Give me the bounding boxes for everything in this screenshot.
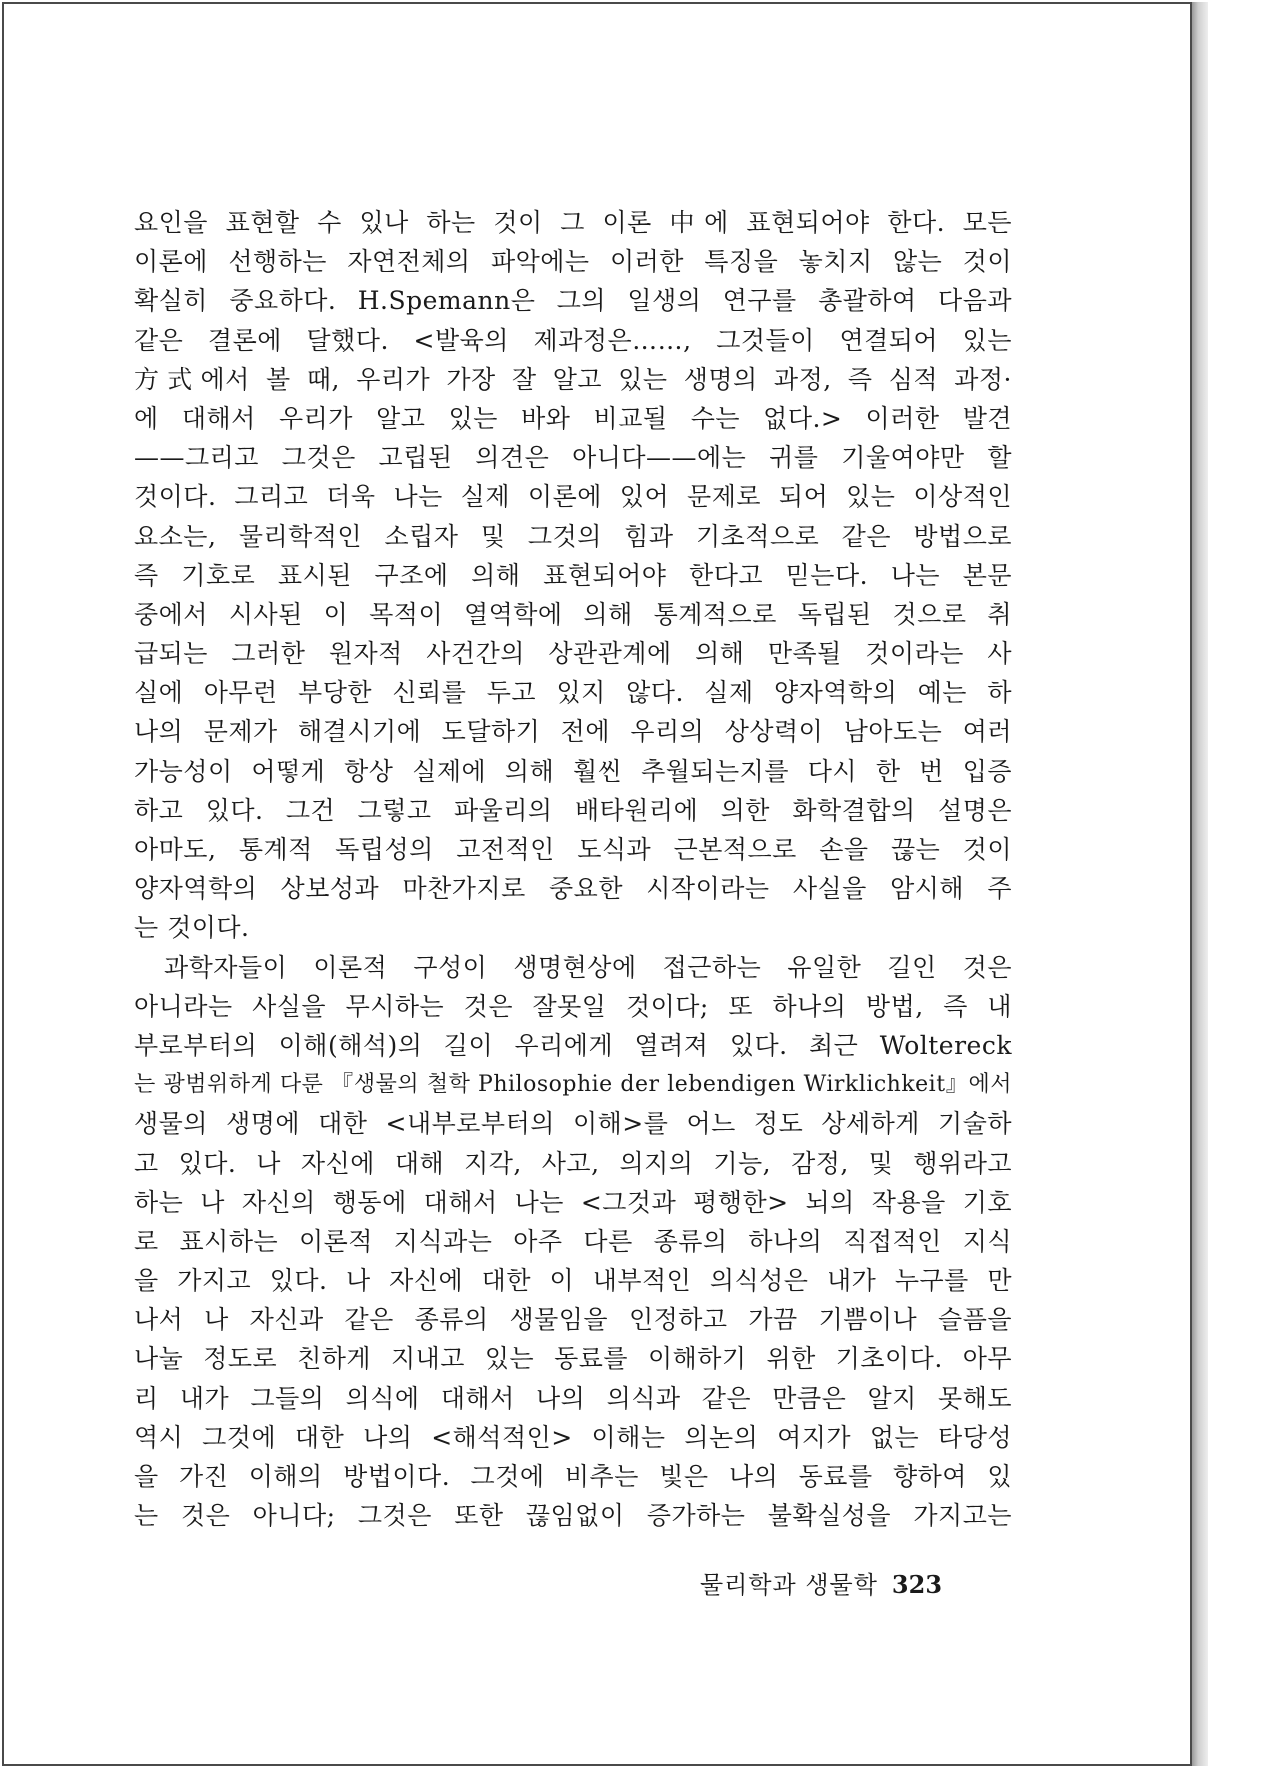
text-line: 것이다. 그리고 더욱 나는 실제 이론에 있어 문제로 되어 있는 이상적인 <box>134 482 1012 512</box>
text-line: 같은 결론에 달했다. <발육의 제과정은……, 그것들이 연결되어 있는 <box>134 325 1012 355</box>
text-line: 부로부터의 이해(해석)의 길이 우리에게 열려져 있다. 최근 Woltereck <box>134 1030 1012 1060</box>
text-line: 이론에 선행하는 자연전체의 파악에는 이러한 특징을 놓치지 않는 것이 <box>134 247 1012 277</box>
text-line: 실에 아무런 부당한 신뢰를 두고 있지 않다. 실제 양자역학의 예는 하 <box>134 678 1012 708</box>
text-line: 로 표시하는 이론적 지식과는 아주 다른 종류의 하나의 직접적인 지식 <box>134 1226 1012 1256</box>
text-line: 고 있다. 나 자신에 대해 지각, 사고, 의지의 기능, 감정, 및 행위라고 <box>134 1148 1012 1178</box>
text-line: 方式에서 볼 때, 우리가 가장 잘 알고 있는 생명의 과정, 즉 심적 과정· <box>134 364 1012 394</box>
page-footer <box>700 1565 1010 1605</box>
text-line: 확실히 중요하다. H.Spemann은 그의 일생의 연구를 총괄하여 다음과 <box>134 286 1012 316</box>
paragraph-end-line: 는 것이다. <box>134 913 250 943</box>
running-head: 물리학과 생물학 <box>700 1571 878 1599</box>
text-line: 중에서 시사된 이 목적이 열역학에 의해 통계적으로 독립된 것으로 취 <box>134 599 1012 629</box>
text-line: 하고 있다. 그건 그렇고 파울리의 배타원리에 의한 화학결합의 설명은 <box>134 795 1012 825</box>
text-line: 나서 나 자신과 같은 종류의 생물임을 인정하고 가끔 기쁨이나 슬픔을 <box>134 1305 1012 1335</box>
text-line: 에 대해서 우리가 알고 있는 바와 비교될 수는 없다.> 이러한 발견 <box>134 403 1012 433</box>
text-line: 하는 나 자신의 행동에 대해서 나는 <그것과 평행한> 뇌의 작용을 기호 <box>134 1187 1012 1217</box>
paragraph-start-line: 과학자들이 이론적 구성이 생명현상에 접근하는 유일한 길인 것은 <box>164 952 1012 982</box>
text-line: 나의 문제가 해결시기에 도달하기 전에 우리의 상상력이 남아도는 여러 <box>134 717 1012 747</box>
page-number: 323 <box>891 1570 943 1599</box>
text-line: 요소는, 물리학적인 소립자 및 그것의 힘과 기초적으로 같은 방법으로 <box>134 521 1012 551</box>
text-line: 는 것은 아니다; 그것은 또한 끊임없이 증가하는 불확실성을 가지고는 <box>134 1501 1012 1531</box>
body-text <box>134 203 1012 1535</box>
text-line: 역시 그것에 대한 나의 <해석적인> 이해는 의논의 여지가 없는 타당성 <box>134 1422 1012 1452</box>
text-line: 리 내가 그들의 의식에 대해서 나의 의식과 같은 만큼은 알지 못해도 <box>134 1383 1012 1413</box>
page-edge-shadow <box>1192 2 1208 1766</box>
text-line: 요인을 표현할 수 있나 하는 것이 그 이론 中에 표현되어야 한다. 모든 <box>134 208 1012 237</box>
text-line: 아니라는 사실을 무시하는 것은 잘못일 것이다; 또 하나의 방법, 즉 내 <box>134 991 1012 1021</box>
text-line: 을 가진 이해의 방법이다. 그것에 비추는 빛은 나의 동료를 향하여 있 <box>134 1462 1012 1491</box>
text-line: 급되는 그러한 원자적 사건간의 상관관계에 의해 만족될 것이라는 사 <box>134 639 1012 669</box>
text-line: 가능성이 어떻게 항상 실제에 의해 훨씬 추월되는지를 다시 한 번 입증 <box>134 756 1012 786</box>
text-line: 양자역학의 상보성과 마찬가지로 중요한 시작이라는 사실을 암시해 주 <box>134 874 1012 904</box>
text-line: 나눌 정도로 친하게 지내고 있는 동료를 이해하기 위한 기초이다. 아무 <box>134 1344 1012 1374</box>
text-line: 생물의 생명에 대한 <내부로부터의 이해>를 어느 정도 상세하게 기술하 <box>134 1109 1012 1139</box>
text-line: 즉 기호로 표시된 구조에 의해 표현되어야 한다고 믿는다. 나는 본문 <box>134 560 1012 590</box>
text-line: ——그리고 그것은 고립된 의견은 아니다——에는 귀를 기울여야만 할 <box>134 443 1012 473</box>
text-line: 는 광범위하게 다룬 『생물의 철학 Philosophie der lebendigen Wirklichkeit』에서 <box>134 1072 1012 1098</box>
text-line: 아마도, 통계적 독립성의 고전적인 도식과 근본적으로 손을 끊는 것이 <box>134 835 1012 864</box>
text-line: 을 가지고 있다. 나 자신에 대한 이 내부적인 의식성은 내가 누구를 만 <box>134 1266 1012 1296</box>
